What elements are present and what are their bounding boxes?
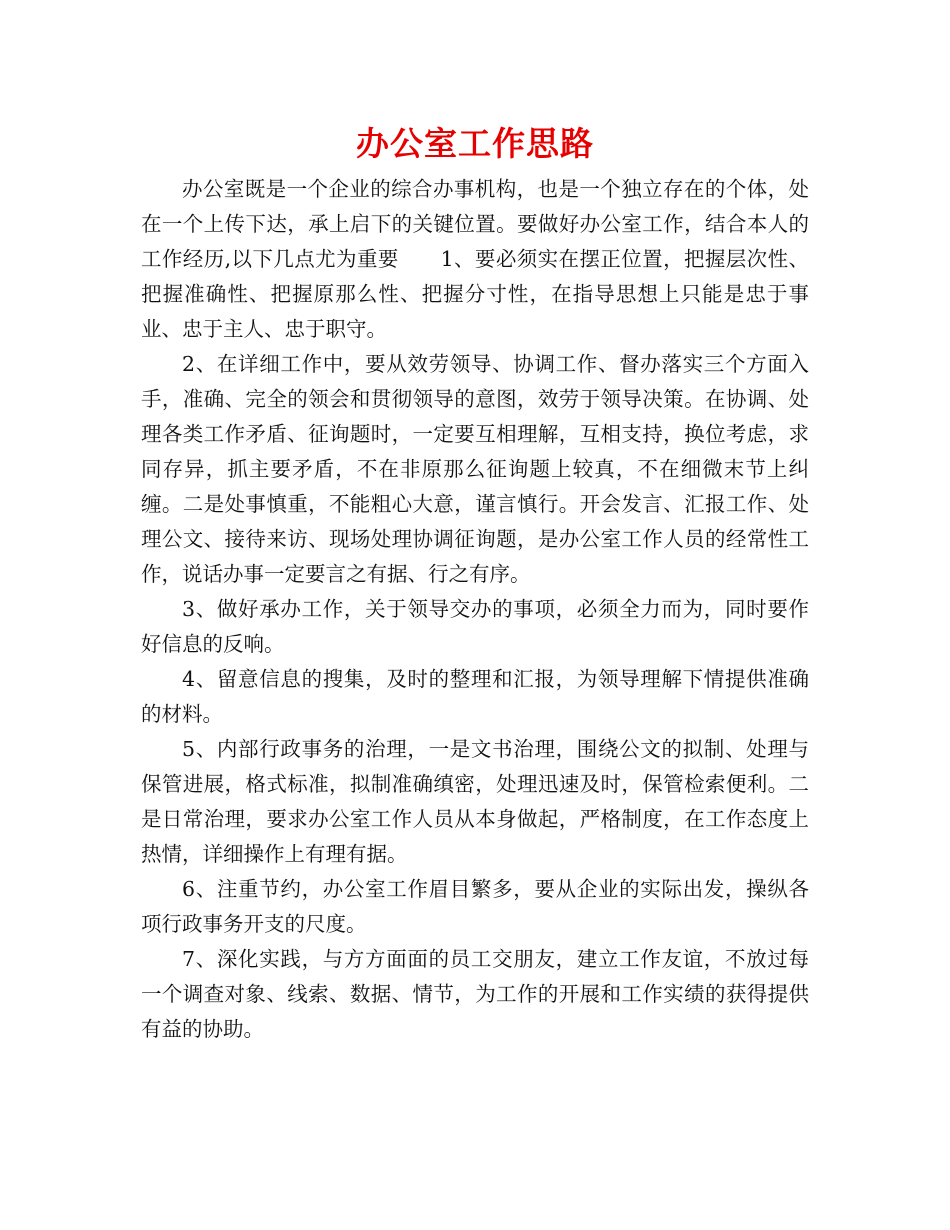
- paragraph-3: 3、做好承办工作，关于领导交办的事项，必须全力而为，同时要作好信息的反响。: [141, 597, 809, 656]
- paragraph-4: 4、留意信息的搜集，及时的整理和汇报，为领导理解下情提供准确的材料。: [141, 667, 809, 726]
- document-title: 办公室工作思路: [356, 124, 594, 163]
- paragraph-1: 办公室既是一个企业的综合办事机构，也是一个独立存在的个体，处在一个上传下达，承上启下的关键位置。要做好办公室工作，结合本人的工作经历,以下几点尤为重要 1、要必须实在摆正位置，把握层次性、把握准确性、把握原那么性、把握分寸性，在指导思想上只能是忠于事业、忠于主人、忠于职守。: [141, 177, 809, 341]
- paragraph-7: 7、深化实践，与方方面面的员工交朋友，建立工作友谊，不放过每一个调查对象、线索、数据、情节，为工作的开展和工作实绩的获得提供有益的协助。: [141, 947, 809, 1041]
- document-page: [141, 118, 809, 1047]
- paragraph-2: 2、在详细工作中，要从效劳领导、协调工作、督办落实三个方面入手，准确、完全的领会和贯彻领导的意图，效劳于领导决策。在协调、处理各类工作矛盾、征询题时，一定要互相理解，互相支持，换位考虑，求同存异，抓主要矛盾，不在非原那么征询题上较真，不在细微末节上纠缠。二是处事慎重，不能粗心大意，谨言慎行。开会发言、汇报工作、处理公文、接待来访、现场处理协调征询题，是办公室工作人员的经常性工作，说话办事一定要言之有据、行之有序。: [141, 352, 809, 586]
- document-body: [141, 172, 809, 1047]
- paragraph-5: 5、内部行政事务的治理，一是文书治理，围绕公文的拟制、处理与保管进展，格式标准，拟制准确缜密，处理迅速及时，保管检索便利。二是日常治理，要求办公室工作人员从本身做起，严格制度，在工作态度上热情，详细操作上有理有据。: [141, 737, 809, 866]
- paragraph-6: 6、注重节约，办公室工作眉目繁多，要从企业的实际出发，操纵各项行政事务开支的尺度。: [141, 877, 809, 936]
